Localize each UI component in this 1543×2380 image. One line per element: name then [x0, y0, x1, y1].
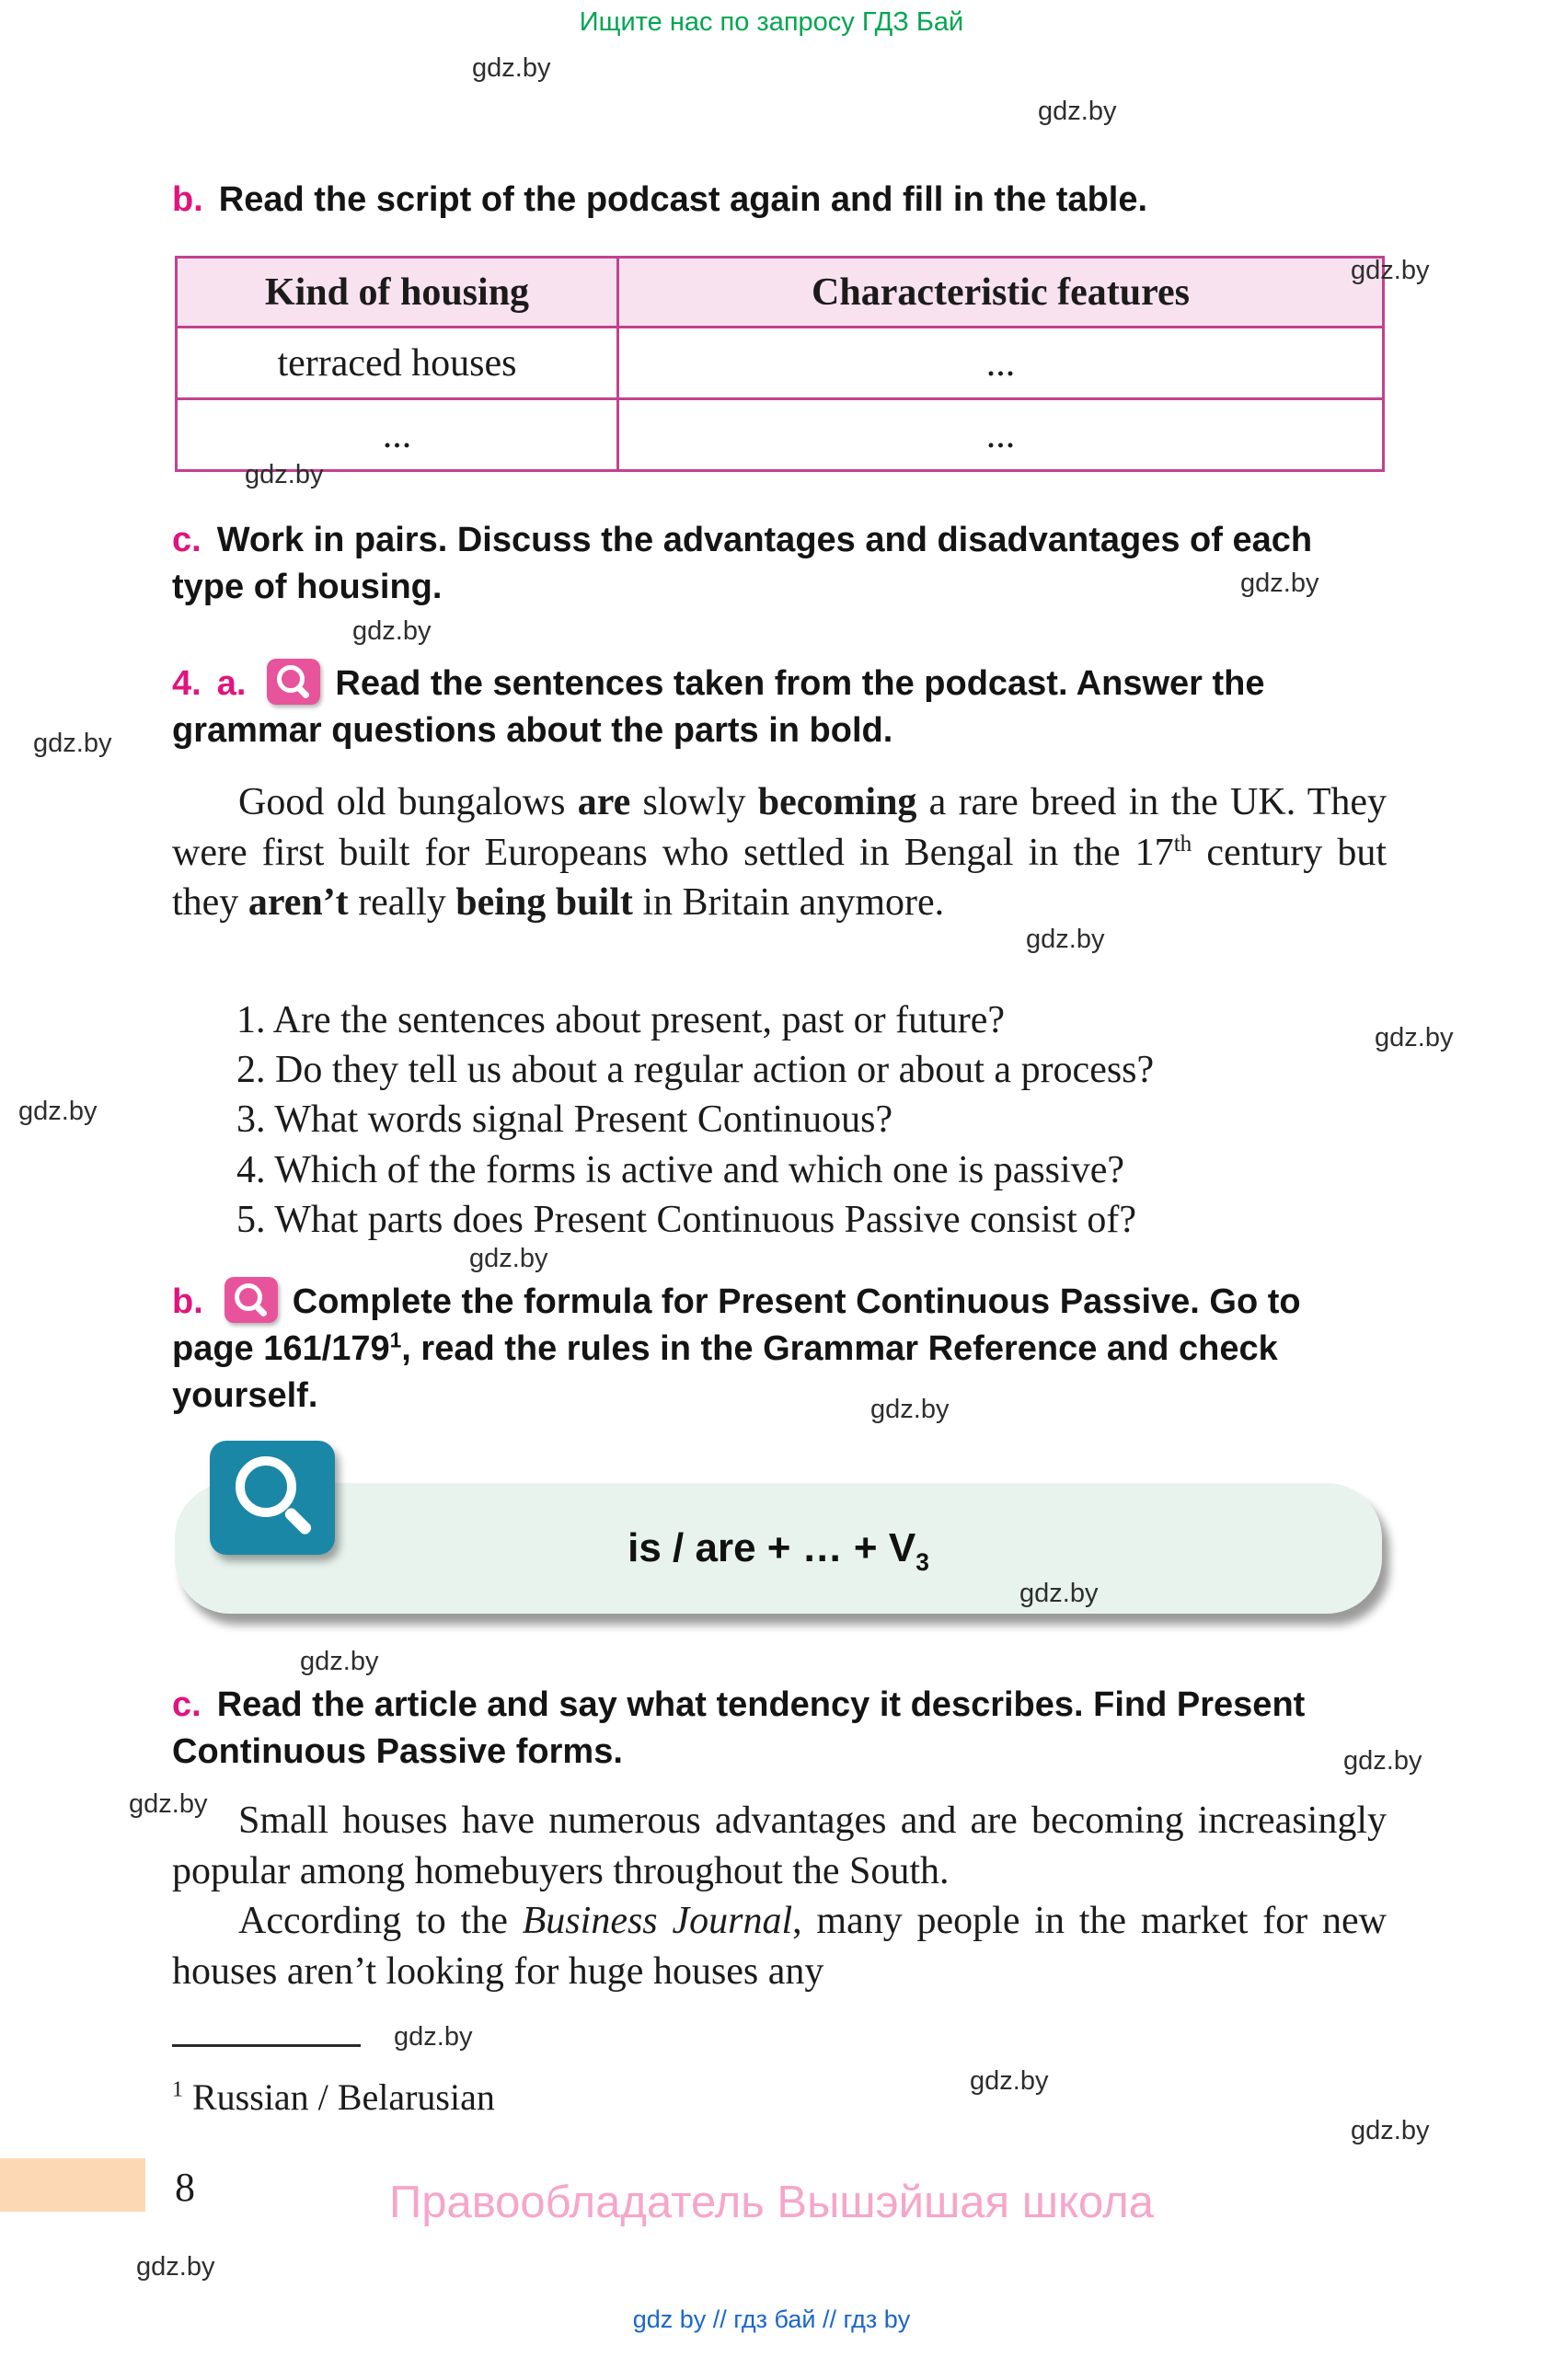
- watermark-gdz: gdz.by: [245, 460, 324, 489]
- top-notice: Ищите нас по запросу ГДЗ Бай: [579, 7, 964, 37]
- task-c2-text: Read the article and say what tendency it describes. Find Present Continuous Passive forms.: [172, 1685, 1306, 1771]
- table-header-characteristic-features: Characteristic features: [618, 258, 1384, 328]
- watermark-gdz: gdz.by: [1351, 256, 1430, 285]
- task-b2-text: Complete the formula for Present Continuous Passive. Go to page $161/179^1$, read the rules in the Grammar Reference and check yourself.: [172, 1282, 1301, 1415]
- watermark-gdz: gdz.by: [970, 2066, 1049, 2096]
- watermark-gdz: gdz.by: [1351, 2116, 1430, 2145]
- magnifier-icon: [267, 659, 320, 705]
- watermark-gdz: gdz.by: [870, 1395, 950, 1424]
- watermark-gdz: gdz.by: [1240, 569, 1319, 598]
- watermark-gdz: gdz.by: [1026, 925, 1105, 954]
- table-header-row: [177, 258, 1384, 328]
- task-4-number: 4.: [172, 664, 202, 703]
- table-cell: ...: [618, 328, 1384, 399]
- task-4a: [172, 659, 1387, 754]
- question-item: 1. Are the sentences about present, past or future?: [236, 999, 1006, 1041]
- question-item: 2. Do they tell us about a regular action or about a process?: [236, 1049, 1155, 1092]
- task-c2-label: c.: [172, 1685, 202, 1724]
- task-c1-text: Work in pairs. Discuss the advantages and disadvantages of each type of housing.: [172, 521, 1313, 606]
- watermark-gdz: gdz.by: [469, 1244, 548, 1273]
- table-cell: ...: [618, 399, 1384, 471]
- formula-text: is / are + … + $V_3$: [628, 1525, 929, 1576]
- watermark-gdz: gdz.by: [472, 53, 551, 83]
- task-c1: [172, 517, 1387, 611]
- task-b2-label: b.: [172, 1282, 203, 1321]
- watermark-gdz: gdz.by: [33, 729, 112, 758]
- table-cell: terraced houses: [177, 328, 618, 399]
- table-row: [177, 399, 1384, 471]
- question-item: 4. Which of the forms is active and which one is passive?: [236, 1148, 1124, 1191]
- podcast-excerpt: Good old bungalows are slowly becoming a rare breed in the UK. They were first built for Europeans who settled in Bengal in the 17th century but they aren’t really being built in Britain anymore.: [172, 781, 1387, 925]
- article: [172, 1796, 1387, 1996]
- footnote-rule: [172, 2044, 361, 2047]
- housing-table: [175, 256, 1385, 472]
- table-header-kind-of-housing: Kind of housing: [177, 258, 618, 328]
- task-4a-letter: a.: [216, 664, 247, 703]
- task-4a-text: Read the sentences taken from the podcast. Answer the grammar questions about the parts in bold.: [172, 664, 1265, 750]
- question-item: 5. What parts does Present Continuous Passive consist of?: [236, 1198, 1136, 1241]
- watermark-gdz: gdz.by: [1343, 1746, 1422, 1776]
- magnifier-icon: [225, 1277, 278, 1323]
- copyright-text: Правообладатель Вышэйшая школа: [388, 2178, 1155, 2227]
- watermark-gdz: gdz.by: [352, 616, 432, 646]
- magnifier-icon-large: [210, 1441, 335, 1555]
- page-number: 8: [175, 2165, 195, 2210]
- article-paragraph: Small houses have numerous advantages and are becoming increasingly popular among homebuyers throughout the South.: [172, 1799, 1387, 1892]
- watermark-gdz: gdz.by: [18, 1097, 98, 1126]
- task-b1-label: b.: [172, 180, 203, 219]
- task-b2: [172, 1277, 1387, 1420]
- formula-box: [175, 1483, 1382, 1614]
- grammar-questions: [172, 995, 1387, 1245]
- task-c1-label: c.: [172, 521, 202, 559]
- question-item: 3. What words signal Present Continuous?: [236, 1098, 893, 1142]
- watermark-gdz: gdz.by: [1038, 97, 1117, 126]
- watermark-gdz: gdz.by: [394, 2022, 473, 2052]
- watermark-gdz: gdz.by: [1375, 1023, 1454, 1052]
- watermark-gdz: gdz.by: [1019, 1579, 1099, 1608]
- task-b1-text: Read the script of the podcast again and fill in the table.: [218, 180, 1148, 219]
- task-c2: [172, 1682, 1387, 1776]
- watermark-gdz: gdz.by: [300, 1647, 379, 1676]
- table-cell: ...: [177, 399, 618, 471]
- article-paragraph: According to the Business Journal, many people in the market for new houses aren’t looking for huge houses any: [172, 1900, 1388, 1993]
- footer-links: gdz by // гдз бай // гдз by: [632, 2305, 911, 2333]
- task-b1: [172, 177, 1387, 224]
- table-row: [177, 328, 1384, 399]
- watermark-gdz: gdz.by: [129, 1789, 208, 1819]
- watermark-gdz: gdz.by: [136, 2252, 215, 2282]
- footnote-text: $^1$ Russian / Belarusian: [172, 2076, 495, 2118]
